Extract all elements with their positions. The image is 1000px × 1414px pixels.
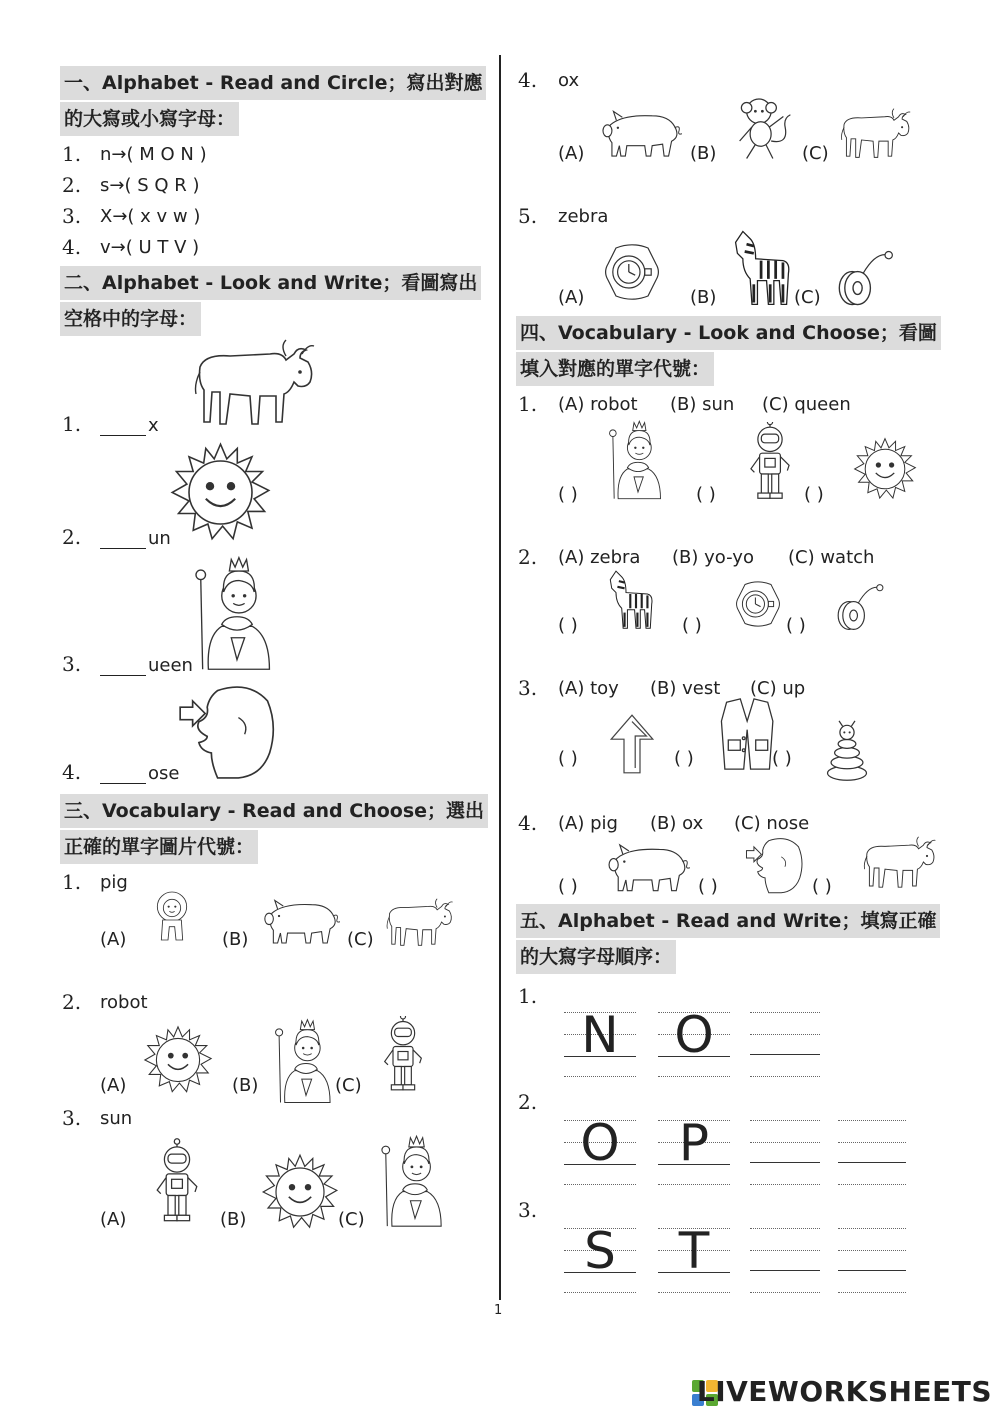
s5-row1-letter-2: O — [674, 1006, 714, 1064]
section-5-title: 五、Alphabet - Read and Write；填寫正確 — [516, 904, 940, 938]
s3-q5-opt-c[interactable]: (C) — [794, 287, 821, 308]
s4-num-3: 3. — [518, 676, 538, 700]
nose-picture — [174, 676, 282, 780]
s4-q2-answer-3[interactable]: ( ) — [786, 615, 806, 636]
s4-q2-a: (A) zebra — [558, 547, 641, 568]
s3-word-2: robot — [100, 992, 148, 1013]
s4-q4-answer-1[interactable]: ( ) — [558, 876, 578, 897]
sun-picture — [142, 1024, 214, 1096]
s3-num-4: 4. — [518, 68, 538, 92]
zebra-picture — [606, 566, 656, 632]
s3-q1-opt-b[interactable]: (B) — [222, 929, 249, 950]
s1-num-2: 2. — [62, 173, 82, 197]
s2-num-4: 4. — [62, 760, 82, 784]
s3-q2-opt-a[interactable]: (A) — [100, 1075, 127, 1096]
section-5-title-line2: 的大寫字母順序： — [516, 940, 676, 974]
s2-suffix-3: ueen — [148, 655, 193, 676]
ox-picture — [190, 332, 320, 432]
s3-q1-opt-c[interactable]: (C) — [347, 929, 374, 950]
queen-picture — [376, 1130, 454, 1230]
s2-suffix-1: x — [148, 415, 159, 436]
s3-q5-opt-b[interactable]: (B) — [690, 287, 717, 308]
s5-row2-letter-2: P — [678, 1114, 710, 1172]
s2-blank-3[interactable] — [100, 658, 146, 676]
s4-q2-c: (C) watch — [788, 547, 875, 568]
queen-picture — [186, 550, 288, 674]
ox-picture — [838, 104, 914, 162]
s2-num-3: 3. — [62, 652, 82, 676]
sun-picture — [852, 436, 918, 502]
s4-q1-b: (B) sun — [670, 394, 735, 415]
yoyo-picture — [832, 580, 886, 634]
brand-logo[interactable]: LIVEWORKSHEETS — [696, 1375, 992, 1408]
s5-row3-blank-4[interactable] — [838, 1270, 906, 1271]
s1-item-3[interactable]: X→( x v w ) — [100, 206, 201, 227]
s5-row2-blank-3[interactable] — [750, 1162, 820, 1163]
s2-blank-4[interactable] — [100, 766, 146, 784]
s4-q4-a: (A) pig — [558, 813, 618, 834]
section-1-title: 一、Alphabet - Read and Circle；寫出對應 — [60, 66, 486, 100]
s4-q4-answer-2[interactable]: ( ) — [698, 876, 718, 897]
section-2-title-line2: 空格中的字母： — [60, 302, 201, 336]
s3-q3-opt-a[interactable]: (A) — [100, 1209, 127, 1230]
s1-num-1: 1. — [62, 142, 82, 166]
queen-picture — [270, 1014, 342, 1106]
column-divider — [499, 55, 501, 1300]
s3-q4-opt-c[interactable]: (C) — [802, 143, 829, 164]
s4-q1-answer-2[interactable]: ( ) — [696, 484, 716, 505]
s4-q3-a: (A) toy — [558, 678, 619, 699]
s5-row1-letter-1: N — [581, 1006, 619, 1064]
robot-picture — [744, 422, 796, 500]
s3-q2-opt-b[interactable]: (B) — [232, 1075, 259, 1096]
s2-blank-2[interactable] — [100, 531, 146, 549]
pig-picture — [600, 106, 682, 160]
section-3-title: 三、Vocabulary - Read and Choose；選出 — [60, 794, 488, 828]
s3-num-1: 1. — [62, 870, 82, 894]
s4-q4-c: (C) nose — [734, 813, 810, 834]
s2-num-2: 2. — [62, 525, 82, 549]
s4-num-2: 2. — [518, 545, 538, 569]
watch-picture — [600, 240, 664, 304]
page-number: 1 — [494, 1303, 503, 1318]
section-4-title-line2: 填入對應的單字代號： — [516, 352, 714, 386]
s5-row1-blank-3[interactable] — [750, 1054, 820, 1055]
watch-picture — [732, 578, 784, 630]
s1-item-4[interactable]: v→( U T V ) — [100, 237, 200, 258]
up-arrow-picture — [608, 712, 656, 776]
s4-q2-answer-2[interactable]: ( ) — [682, 615, 702, 636]
sun-picture — [168, 440, 273, 545]
s2-num-1: 1. — [62, 412, 82, 436]
sun-picture — [260, 1152, 340, 1232]
s3-num-5: 5. — [518, 204, 538, 228]
ox-picture — [860, 832, 940, 892]
section-4-title: 四、Vocabulary - Look and Choose；看圖 — [516, 316, 941, 350]
s3-num-3: 3. — [62, 1106, 82, 1130]
s5-num-1: 1. — [518, 984, 538, 1008]
s3-q4-opt-b[interactable]: (B) — [690, 143, 717, 164]
s4-q2-answer-1[interactable]: ( ) — [558, 615, 578, 636]
s5-row2-blank-4[interactable] — [838, 1162, 906, 1163]
yoyo-picture — [832, 246, 896, 310]
s3-q1-opt-a[interactable]: (A) — [100, 929, 127, 950]
s4-q3-c: (C) up — [750, 678, 806, 699]
zebra-picture — [730, 226, 794, 308]
s3-q4-opt-a[interactable]: (A) — [558, 143, 585, 164]
s4-q3-answer-3[interactable]: ( ) — [772, 748, 792, 769]
s3-word-4: ox — [558, 70, 580, 91]
section-1-title-line2: 的大寫或小寫字母： — [60, 102, 239, 136]
s4-q3-b: (B) vest — [650, 678, 721, 699]
s4-q3-answer-2[interactable]: ( ) — [674, 748, 694, 769]
monkey-picture — [734, 92, 796, 162]
s4-q1-answer-3[interactable]: ( ) — [804, 484, 824, 505]
s3-q3-opt-c[interactable]: (C) — [338, 1209, 365, 1230]
s2-blank-1[interactable] — [100, 418, 146, 436]
s2-suffix-2: un — [148, 528, 171, 549]
s1-item-2[interactable]: s→( S Q R ) — [100, 175, 200, 196]
s5-row2-letter-1: O — [580, 1114, 620, 1172]
pig-picture — [262, 896, 340, 946]
robot-picture — [378, 1016, 428, 1092]
s4-q1-answer-1[interactable]: ( ) — [558, 484, 578, 505]
section-2-title: 二、Alphabet - Look and Write；看圖寫出 — [60, 266, 481, 300]
s3-word-3: sun — [100, 1108, 133, 1129]
s4-q3-answer-1[interactable]: ( ) — [558, 748, 578, 769]
s4-num-4: 4. — [518, 811, 538, 835]
queen-picture — [602, 416, 674, 502]
s1-num-4: 4. — [62, 235, 82, 259]
nose-picture — [744, 832, 806, 894]
robot-picture — [150, 1136, 204, 1228]
s4-q1-a: (A) robot — [558, 394, 638, 415]
s3-q5-opt-a[interactable]: (A) — [558, 287, 585, 308]
s3-num-2: 2. — [62, 990, 82, 1014]
s4-q2-b: (B) yo-yo — [672, 547, 754, 568]
s5-row3-blank-3[interactable] — [750, 1270, 820, 1271]
s1-num-3: 3. — [62, 204, 82, 228]
s1-item-1[interactable]: n→( M O N ) — [100, 144, 207, 165]
section-3-title-line2: 正確的單字圖片代號： — [60, 830, 258, 864]
s4-q1-c: (C) queen — [762, 394, 851, 415]
s5-row3-letter-1: S — [584, 1222, 616, 1280]
s4-q4-answer-3[interactable]: ( ) — [812, 876, 832, 897]
s3-q3-opt-b[interactable]: (B) — [220, 1209, 247, 1230]
lion-picture — [152, 888, 192, 944]
toy-picture — [824, 720, 870, 782]
s4-num-1: 1. — [518, 392, 538, 416]
pig-picture — [606, 840, 690, 894]
s5-num-2: 2. — [518, 1090, 538, 1114]
s3-word-1: pig — [100, 872, 128, 893]
s2-suffix-4: ose — [148, 763, 180, 784]
s3-word-5: zebra — [558, 206, 609, 227]
ox-picture — [384, 894, 456, 950]
vest-picture — [718, 694, 778, 774]
s3-q2-opt-c[interactable]: (C) — [335, 1075, 362, 1096]
s4-q4-b: (B) ox — [650, 813, 704, 834]
s5-num-3: 3. — [518, 1198, 538, 1222]
s5-row3-letter-2: T — [678, 1222, 710, 1280]
